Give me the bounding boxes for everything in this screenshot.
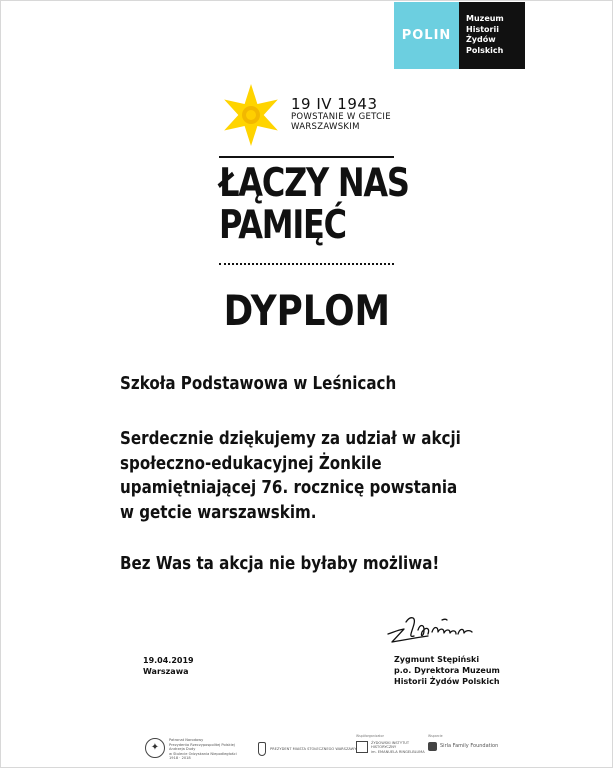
closing-sentence: Bez Was ta akcja nie byłaby możliwa! bbox=[120, 553, 440, 574]
divider bbox=[219, 156, 394, 158]
partner-logo-foundation bbox=[428, 734, 498, 751]
polin-mark bbox=[394, 2, 459, 69]
polin-museum-logo bbox=[394, 2, 525, 69]
thanks-paragraph bbox=[120, 427, 461, 525]
partner-logo-warsaw-mayor bbox=[258, 742, 356, 756]
city-crest-icon bbox=[258, 742, 266, 756]
signer-block bbox=[394, 654, 500, 687]
eagle-emblem-icon: ✦ bbox=[145, 738, 165, 758]
event-date: 19 IV 1943 bbox=[291, 95, 378, 113]
partner-text: im. EMANUELA RINGELBLUMA bbox=[371, 749, 425, 754]
museum-name-line: Muzeum bbox=[466, 14, 504, 23]
partner-text: ŻYDOWSKI INSTYTUT bbox=[371, 740, 410, 745]
issue-place: Warszawa bbox=[143, 667, 189, 676]
date-place bbox=[143, 655, 194, 677]
signer-institution: Historii Żydów Polskich bbox=[394, 677, 500, 686]
foundation-logo-icon bbox=[428, 742, 437, 751]
museum-name-line: Polskich bbox=[466, 45, 504, 55]
thanks-line: w getcie warszawskim. bbox=[120, 501, 317, 523]
slogan bbox=[219, 163, 409, 247]
polin-mark-text: POLIN bbox=[401, 28, 452, 43]
diploma-title bbox=[0, 286, 613, 336]
partner-text: w Stulecie Odzyskania Niepodległości bbox=[169, 751, 237, 756]
diploma-title-text: DYPLOM bbox=[223, 286, 390, 335]
thanks-line: Serdecznie dziękujemy za udział w akcji bbox=[120, 428, 461, 449]
partner-text: HISTORYCZNY bbox=[371, 745, 397, 750]
partner-text: Sirla Family Foundation bbox=[440, 742, 499, 749]
partner-text: Andrzeja Dudy bbox=[169, 747, 196, 752]
dotted-divider bbox=[219, 263, 394, 265]
partner-text: Prezydenta Rzeczypospolitej Polskiej bbox=[169, 742, 235, 747]
partner-logo-jewish-historical-institute bbox=[356, 734, 425, 754]
daffodil-icon bbox=[218, 82, 284, 148]
recipient-name: Szkoła Podstawowa w Leśnicach bbox=[120, 373, 397, 394]
signer-role: p.o. Dyrektora Muzeum bbox=[394, 666, 500, 675]
slogan-line: PAMIĘĆ bbox=[219, 203, 346, 248]
institute-logo-icon bbox=[356, 741, 368, 753]
issue-date: 19.04.2019 bbox=[143, 656, 194, 665]
partner-text: 1918 · 2018 bbox=[169, 756, 191, 761]
partner-logo-national-patronage bbox=[145, 738, 237, 761]
partner-header: Współorganizator bbox=[356, 734, 384, 738]
event-line: POWSTANIE W GETCIE bbox=[291, 112, 391, 122]
handwritten-signature bbox=[384, 612, 476, 646]
partner-header: Wsparcie bbox=[428, 734, 443, 738]
event-line: WARSZAWSKIM bbox=[291, 122, 360, 132]
museum-name-line: Żydów bbox=[466, 35, 496, 44]
partner-text: PREZYDENT MIASTA STOŁECZNEGO WARSZAWY bbox=[270, 746, 357, 751]
museum-name bbox=[459, 2, 525, 69]
event-caption bbox=[291, 96, 391, 132]
museum-name-line: Historii bbox=[466, 24, 499, 34]
slogan-line: ŁĄCZY NAS bbox=[219, 161, 409, 206]
thanks-line: społeczno-edukacyjnej Żonkile bbox=[120, 452, 382, 474]
partner-text: Patronat Narodowy bbox=[169, 738, 204, 742]
signer-name: Zygmunt Stępiński bbox=[394, 655, 480, 664]
thanks-line: upamiętniającej 76. rocznicę powstania bbox=[120, 477, 458, 498]
